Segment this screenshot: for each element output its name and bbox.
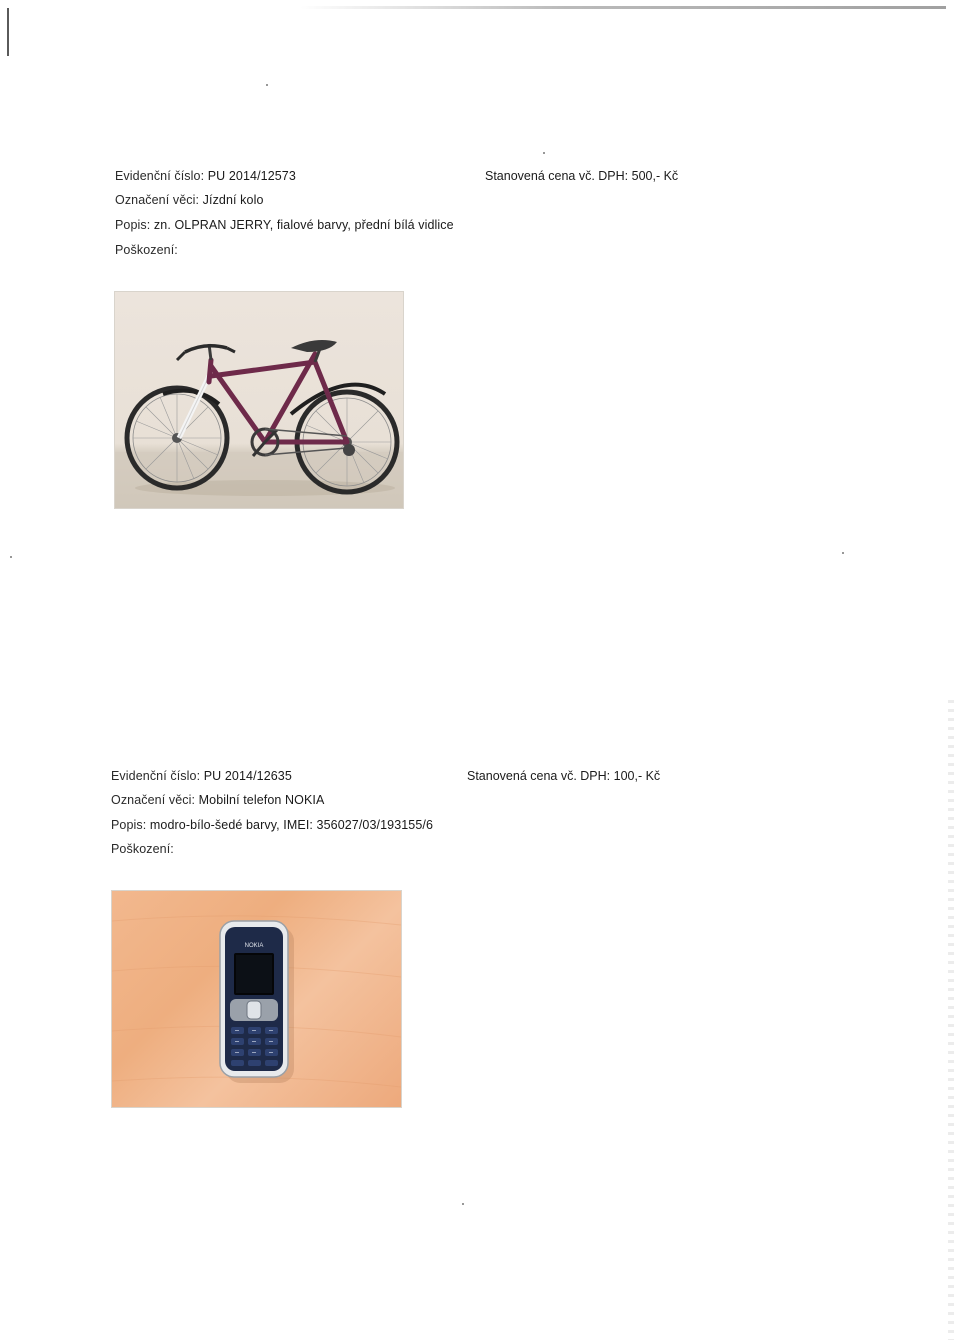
price-value: 100,- Kč: [613, 769, 661, 783]
description-line: [111, 817, 433, 833]
scan-speck: [543, 152, 545, 154]
evidence-number-line: [111, 768, 292, 784]
damage-label: Poškození:: [111, 842, 174, 856]
description-value: zn. OLPRAN JERRY, fialové barvy, přední bílá vidlice: [153, 218, 454, 232]
evidence-number-line: [115, 168, 296, 184]
price-line: [467, 768, 660, 784]
mobile-phone-icon: [112, 891, 401, 1107]
description-label: Popis:: [111, 818, 147, 832]
damage-line: [115, 242, 178, 258]
scan-speck: [462, 1203, 464, 1205]
item-label: Označení věci:: [115, 193, 200, 207]
price-label: Stanovená cena vč. DPH:: [467, 769, 611, 783]
description-label: Popis:: [115, 218, 151, 232]
price-label: Stanovená cena vč. DPH:: [485, 169, 629, 183]
scan-edge-line: [300, 6, 946, 9]
damage-label: Poškození:: [115, 243, 178, 257]
evidence-value: PU 2014/12635: [203, 769, 292, 783]
scan-speck: [10, 556, 12, 558]
item-label: Označení věci:: [111, 793, 196, 807]
damage-line: [111, 841, 174, 857]
scan-speck: [266, 84, 268, 86]
scan-margin-mark: [7, 8, 9, 56]
description-value: modro-bílo-šedé barvy, IMEI: 356027/03/193155/6: [149, 818, 434, 832]
phone-brand-text: NOKIA: [244, 943, 264, 949]
evidence-label: Evidenční číslo:: [115, 169, 205, 183]
scan-right-edge: [948, 700, 954, 1340]
item-line: [115, 192, 264, 208]
item-value: Mobilní telefon NOKIA: [198, 793, 325, 807]
evidence-value: PU 2014/12573: [207, 169, 296, 183]
evidence-label: Evidenční číslo:: [111, 769, 201, 783]
scan-speck: [842, 552, 844, 554]
description-line: [115, 217, 454, 233]
bicycle-icon: [115, 292, 403, 508]
price-line: [485, 168, 678, 184]
item-line: [111, 792, 324, 808]
mobile-phone-photo: [111, 890, 402, 1108]
bicycle-photo: [114, 291, 404, 509]
price-value: 500,- Kč: [631, 169, 679, 183]
item-value: Jízdní kolo: [202, 193, 264, 207]
